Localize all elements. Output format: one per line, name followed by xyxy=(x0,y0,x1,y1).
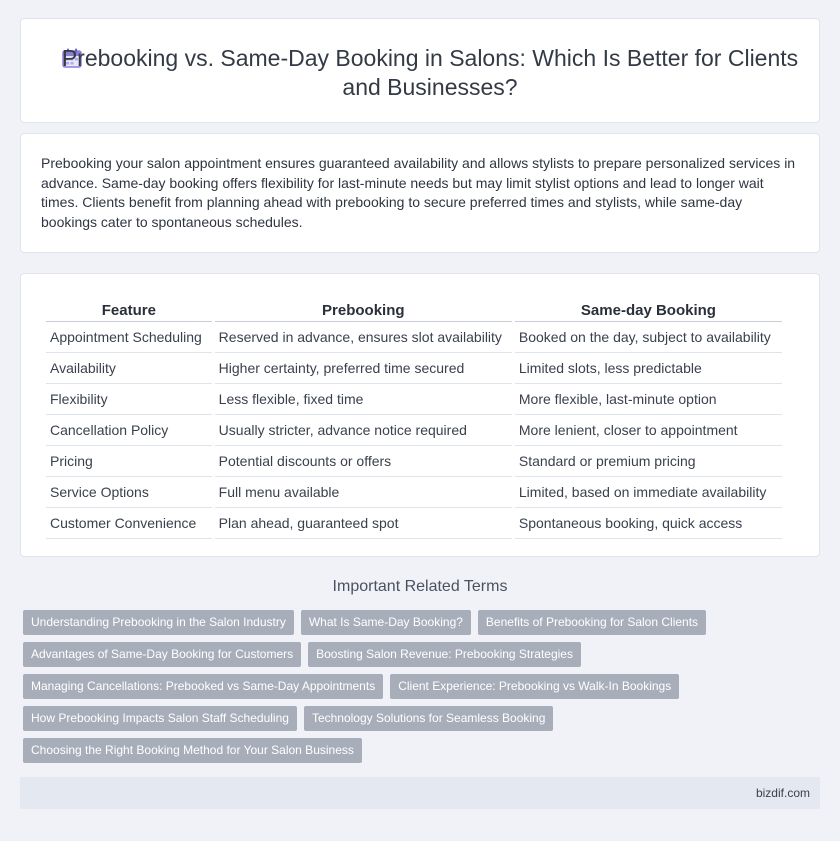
table-row xyxy=(46,322,782,353)
related-terms-row xyxy=(23,674,743,706)
table-cell: Limited, based on immediate availability xyxy=(515,477,782,508)
related-term-tag[interactable]: Advantages of Same-Day Booking for Customers xyxy=(23,642,301,667)
table-cell: Booked on the day, subject to availability xyxy=(515,322,782,353)
footer xyxy=(20,777,820,809)
table-cell: More lenient, closer to appointment xyxy=(515,415,782,446)
table-cell: More flexible, last-minute option xyxy=(515,384,782,415)
table-row xyxy=(46,508,782,539)
title-card xyxy=(20,18,820,123)
table-cell: Plan ahead, guaranteed spot xyxy=(215,508,512,539)
table-row xyxy=(46,353,782,384)
table-cell: Standard or premium pricing xyxy=(515,446,782,477)
table-header-row xyxy=(46,296,782,322)
footer-site[interactable]: bizdif.com xyxy=(755,786,810,800)
table-row xyxy=(46,415,782,446)
table-cell: Higher certainty, preferred time secured xyxy=(215,353,512,384)
related-term-tag[interactable]: Choosing the Right Booking Method for Your Salon Business xyxy=(23,738,362,763)
table-cell: Cancellation Policy xyxy=(46,415,212,446)
comparison-table xyxy=(43,296,785,539)
table-cell: Customer Convenience xyxy=(46,508,212,539)
table-row xyxy=(46,446,782,477)
column-header-prebooking: Prebooking xyxy=(215,296,512,322)
column-header-feature: Feature xyxy=(46,296,212,322)
page-title: Prebooking vs. Same-Day Booking in Salons: Which Is Better for Clients and Businesses? xyxy=(61,45,799,100)
related-term-tag[interactable]: Understanding Prebooking in the Salon Industry xyxy=(23,610,294,635)
table-row xyxy=(46,384,782,415)
related-term-tag[interactable]: Client Experience: Prebooking vs Walk-In Bookings xyxy=(390,674,679,699)
related-term-tag[interactable]: How Prebooking Impacts Salon Staff Scheduling xyxy=(23,706,297,731)
related-terms-row xyxy=(23,642,743,674)
related-terms-row xyxy=(23,706,743,738)
table-cell: Availability xyxy=(46,353,212,384)
table-row xyxy=(46,477,782,508)
table-cell: Pricing xyxy=(46,446,212,477)
summary-text: Prebooking your salon appointment ensures guaranteed availability and allows stylists to prepare personalized services in advance. Same-day booking offers flexibility for last-minute needs but may limit stylist options and lead to longer wait times. Clients benefit from planning ahead with prebooking to secure preferred times and stylists, while same-day bookings cater to spontaneous schedules. xyxy=(41,155,796,230)
table-cell: Reserved in advance, ensures slot availability xyxy=(215,322,512,353)
summary-card xyxy=(20,133,820,253)
table-cell: Service Options xyxy=(46,477,212,508)
related-term-tag[interactable]: What Is Same-Day Booking? xyxy=(301,610,471,635)
related-term-tag[interactable]: Managing Cancellations: Prebooked vs Same-Day Appointments xyxy=(23,674,383,699)
related-terms-row xyxy=(23,738,743,770)
table-cell: Spontaneous booking, quick access xyxy=(515,508,782,539)
comparison-table-card xyxy=(20,273,820,557)
related-terms-heading: Important Related Terms xyxy=(332,578,508,595)
table-cell: Full menu available xyxy=(215,477,512,508)
related-terms-list xyxy=(23,610,743,770)
table-cell: Flexibility xyxy=(46,384,212,415)
table-cell: Less flexible, fixed time xyxy=(215,384,512,415)
related-term-tag[interactable]: Benefits of Prebooking for Salon Clients xyxy=(478,610,706,635)
table-cell: Limited slots, less predictable xyxy=(515,353,782,384)
table-cell: Appointment Scheduling xyxy=(46,322,212,353)
table-cell: Potential discounts or offers xyxy=(215,446,512,477)
related-term-tag[interactable]: Technology Solutions for Seamless Booking xyxy=(304,706,553,731)
table-cell: Usually stricter, advance notice required xyxy=(215,415,512,446)
related-terms-row xyxy=(23,610,743,642)
related-term-tag[interactable]: Boosting Salon Revenue: Prebooking Strategies xyxy=(308,642,581,667)
column-header-same-day: Same-day Booking xyxy=(515,296,782,322)
